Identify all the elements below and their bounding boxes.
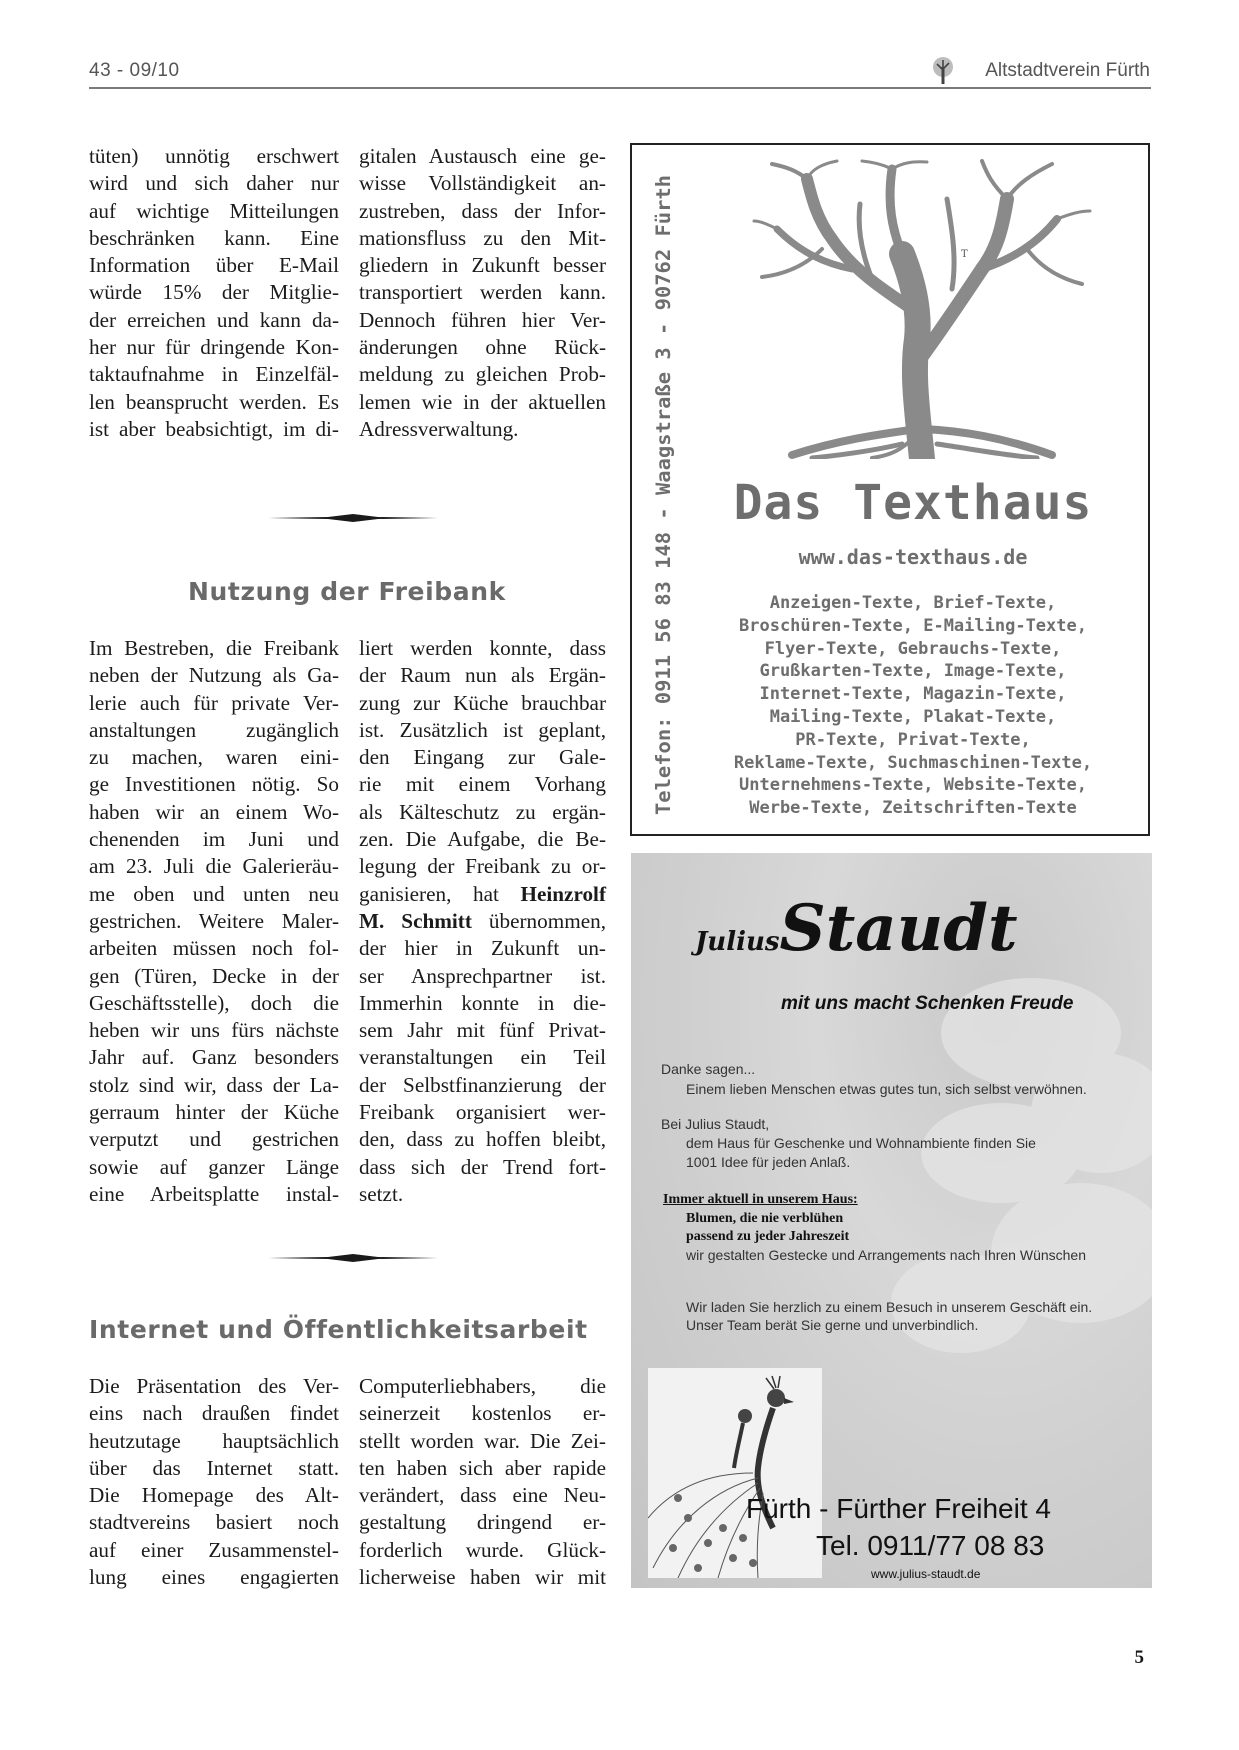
- staudt-address: Fürth - Fürther Freiheit 4: [746, 1493, 1051, 1524]
- text-line: verändert, dass eine Neu-: [359, 1483, 606, 1508]
- intro-column-2: [359, 143, 606, 443]
- texthaus-title: Das Texthaus: [733, 475, 1093, 531]
- staudt-subheading-text: Immer aktuell in unserem Haus:: [663, 1192, 858, 1207]
- vertical-text-svg: [642, 165, 682, 815]
- peacock-photo: [648, 1368, 822, 1578]
- text-line: forderlich wurde. Glück-: [359, 1537, 606, 1562]
- texthaus-services: [698, 592, 1128, 820]
- text-line: der erreichen und kann da-: [89, 307, 339, 332]
- peacock-illustration: [648, 1368, 822, 1578]
- text-line: heben wir uns fürs nächste: [89, 1018, 339, 1043]
- text-line: sem Jahr mit fünf Privat-: [359, 1018, 606, 1043]
- text-line: legung der Freibank zu or-: [359, 854, 606, 879]
- person-name-part2: M. Schmitt: [359, 908, 472, 933]
- text-line: den Eingang zur Gale-: [359, 745, 606, 770]
- text-line: Information über E-Mail: [89, 253, 339, 278]
- header-rule: [89, 87, 1151, 89]
- text-line: haben wir an einem Wo-: [89, 799, 339, 824]
- text-line: ist. Zusätzlich ist geplant,: [359, 717, 606, 742]
- staudt-line: passend zu jeder Jahreszeit: [686, 1229, 850, 1244]
- section-divider: [268, 1251, 438, 1265]
- service-line: Broschüren-Texte, E-Mailing-Texte,: [739, 615, 1087, 636]
- text-line: den, dass zu hoffen bleibt,: [359, 1127, 606, 1152]
- text-line: der Raum nun als Ergän-: [359, 663, 606, 688]
- staudt-line: Unser Team berät Sie gerne und unverbindlich.: [686, 1317, 979, 1333]
- text-span: ganisieren, hat: [359, 881, 521, 906]
- text-line: verputzt und gestrichen: [89, 1127, 339, 1152]
- text-line: ser Ansprechpartner ist.: [359, 963, 606, 988]
- text-span: übernommen,: [471, 908, 606, 933]
- staudt-url: www.julius-staudt.de: [871, 1567, 981, 1581]
- staudt-brand-logo: [695, 891, 1018, 966]
- text-line: gestaltung dringend er-: [359, 1510, 606, 1535]
- staudt-line: Einem lieben Menschen etwas gutes tun, sich selbst verwöhnen.: [686, 1081, 1087, 1097]
- internet-column-1: [89, 1373, 339, 1591]
- text-line: zen. Die Aufgabe, die Be-: [359, 827, 606, 852]
- text-line: Jahr auf. Ganz besonders: [89, 1045, 339, 1070]
- freibank-column-2-part-a: [359, 635, 606, 881]
- text-line: Dennoch führen hier Ver-: [359, 307, 606, 332]
- service-line: Mailing-Texte, Plakat-Texte,: [769, 706, 1057, 727]
- staudt-subheading: [663, 1191, 858, 1209]
- person-name-part1: Heinzrolf: [520, 881, 606, 906]
- text-line: Geschäftsstelle), doch die: [89, 990, 339, 1015]
- freibank-line-heinzrolf: [359, 881, 606, 908]
- text-line: über das Internet statt.: [89, 1455, 339, 1480]
- page-number: 5: [1134, 1647, 1144, 1668]
- text-line: auf wichtige Mitteilungen: [89, 198, 339, 223]
- text-line: auf einer Zusammenstel-: [89, 1537, 339, 1562]
- text-line: am 23. Juli die Galerieräu-: [89, 854, 339, 879]
- text-line: der Selbstfinanzierung der: [359, 1072, 606, 1097]
- text-line: zu machen, waren eini-: [89, 745, 339, 770]
- text-line: tüten) unnötig erschwert: [89, 144, 339, 168]
- text-line: her nur für dringende Kon-: [89, 335, 339, 360]
- text-line: Die Homepage des Alt-: [89, 1483, 339, 1508]
- text-line: licherweise haben wir mit: [359, 1565, 606, 1590]
- text-line: stellt worden war. Die Zei-: [359, 1428, 606, 1453]
- section-heading-internet: Internet und Öffentlichkeitsarbeit: [89, 1315, 588, 1344]
- text-line: wird und sich daher nur: [89, 171, 339, 196]
- text-line: heutzutage hauptsächlich: [89, 1428, 339, 1453]
- text-line: zung zur Küche brauchbar: [359, 690, 606, 715]
- texthaus-advertisement: [630, 143, 1150, 836]
- service-line: Reklame-Texte, Suchmaschinen-Texte,: [733, 752, 1093, 773]
- service-line: Grußkarten-Texte, Image-Texte,: [759, 661, 1067, 682]
- text-line: Die Präsentation des Ver-: [89, 1374, 339, 1398]
- text-line: Computerliebhabers, die: [359, 1374, 606, 1398]
- text-line: gliedern in Zukunft besser: [359, 253, 606, 278]
- staudt-phone: Tel. 0911/77 08 83: [816, 1530, 1045, 1561]
- text-line: dass sich der Trend fort-: [359, 1154, 606, 1179]
- text-line: neben der Nutzung als Ga-: [89, 663, 339, 688]
- brand-first-name: Julius: [695, 927, 780, 957]
- tree-logo-icon: [930, 56, 956, 86]
- service-line: Werbe-Texte, Zeitschriften-Texte: [749, 798, 1077, 819]
- text-line: Adressverwaltung.: [359, 416, 519, 441]
- text-line: liert werden konnte, dass: [359, 636, 606, 660]
- text-line: sowie auf ganzer Länge: [89, 1154, 339, 1179]
- text-line: Im Bestreben, die Freibank: [89, 636, 339, 660]
- text-line: rie mit einem Vorhang: [359, 772, 606, 797]
- staudt-advertisement: [631, 853, 1152, 1588]
- text-line: gerraum hinter der Küche: [89, 1100, 339, 1125]
- tree-illustration: [752, 159, 1092, 459]
- text-line: ten haben sich aber rapide: [359, 1455, 606, 1480]
- staudt-line: Danke sagen...: [661, 1061, 756, 1077]
- section-heading-freibank: Nutzung der Freibank: [188, 577, 506, 606]
- text-line: lemen wie in der aktuellen: [359, 389, 606, 414]
- staudt-line: 1001 Idee für jeden Anlaß.: [686, 1154, 851, 1170]
- text-line: len beansprucht werden. Es: [89, 389, 339, 414]
- freibank-column-1: [89, 635, 339, 1208]
- section-divider: [268, 511, 438, 525]
- text-line: als Kälteschutz zu ergän-: [359, 799, 606, 824]
- publisher-name: Altstadtverein Fürth: [985, 60, 1150, 81]
- staudt-slogan: mit uns macht Schenken Freude: [781, 993, 1074, 1014]
- intro-column-1: [89, 143, 339, 443]
- staudt-line: Blumen, die nie verblühen: [686, 1211, 844, 1226]
- staudt-line: Wir laden Sie herzlich zu einem Besuch in unserem Geschäft ein.: [686, 1299, 1093, 1315]
- texthaus-contact-text: Telefon: 0911 56 83 148 - Waagstraße 3 - 90762 Fürth: [652, 204, 675, 815]
- text-line: setzt.: [359, 1181, 404, 1206]
- text-line: gitalen Austausch eine ge-: [359, 144, 606, 168]
- text-line: anstaltungen zugänglich: [89, 717, 339, 742]
- brand-last-name: Staudt: [779, 891, 1018, 966]
- text-line: transportiert werden kann.: [359, 280, 606, 305]
- text-line: zustreben, dass der Infor-: [359, 198, 606, 223]
- service-line: Internet-Texte, Magazin-Texte,: [759, 684, 1067, 705]
- text-line: gestrichen. Weitere Maler-: [89, 908, 339, 933]
- text-line: ge Investitionen nötig. So: [89, 772, 339, 797]
- text-line: wisse Vollständigkeit an-: [359, 171, 606, 196]
- text-line: Immerhin konnte in die-: [359, 990, 606, 1015]
- text-line: seinerzeit kostenlos er-: [359, 1401, 606, 1426]
- service-line: Flyer-Texte, Gebrauchs-Texte,: [764, 638, 1062, 659]
- text-line: würde 15% der Mitglie-: [89, 280, 339, 305]
- text-line: lung eines engagierten: [89, 1565, 339, 1590]
- texthaus-contact-vertical: [642, 165, 682, 815]
- text-line: arbeiten müssen noch fol-: [89, 936, 339, 961]
- text-line: me oben und unten neu: [89, 881, 339, 906]
- staudt-line: dem Haus für Geschenke und Wohnambiente finden Sie: [686, 1135, 1036, 1151]
- text-line: eins nach draußen findet: [89, 1401, 339, 1426]
- text-line: taktaufnahme in Einzelfäl-: [89, 362, 339, 387]
- text-line: änderungen ohne Rück-: [359, 335, 606, 360]
- text-line: meldung zu gleichen Prob-: [359, 362, 606, 387]
- internet-column-2: [359, 1373, 606, 1591]
- service-line: PR-Texte, Privat-Texte,: [795, 729, 1031, 750]
- text-line: stolz sind wir, dass der La-: [89, 1072, 339, 1097]
- texthaus-url: www.das-texthaus.de: [798, 545, 1028, 569]
- service-line: Anzeigen-Texte, Brief-Texte,: [769, 593, 1057, 613]
- text-line: mationsfluss zu den Mit-: [359, 225, 606, 250]
- service-line: Unternehmens-Texte, Website-Texte,: [739, 775, 1087, 796]
- issue-number: 43 - 09/10: [89, 60, 180, 81]
- freibank-column-2: [359, 635, 606, 1208]
- text-line: eine Arbeitsplatte instal-: [89, 1181, 339, 1206]
- staudt-line: Bei Julius Staudt,: [661, 1116, 770, 1132]
- freibank-line-schmitt: [359, 908, 606, 935]
- text-line: der hier in Zukunft un-: [359, 936, 606, 961]
- text-line: ist aber beabsichtigt, im di-: [89, 416, 339, 441]
- tree-initial-mark: T: [961, 249, 968, 260]
- text-line: lerie auch für private Ver-: [89, 690, 339, 715]
- staudt-line: wir gestalten Gestecke und Arrangements nach Ihren Wünschen: [686, 1247, 1086, 1263]
- text-line: Freibank organisiert wer-: [359, 1100, 606, 1125]
- text-line: veranstaltungen ein Teil: [359, 1045, 606, 1070]
- text-line: gen (Türen, Decke in der: [89, 963, 339, 988]
- text-line: chenenden im Juni und: [89, 827, 339, 852]
- freibank-column-2-part-d: [359, 935, 606, 1208]
- text-line: beschränken kann. Eine: [89, 225, 339, 250]
- text-line: stadtvereins basiert noch: [89, 1510, 339, 1535]
